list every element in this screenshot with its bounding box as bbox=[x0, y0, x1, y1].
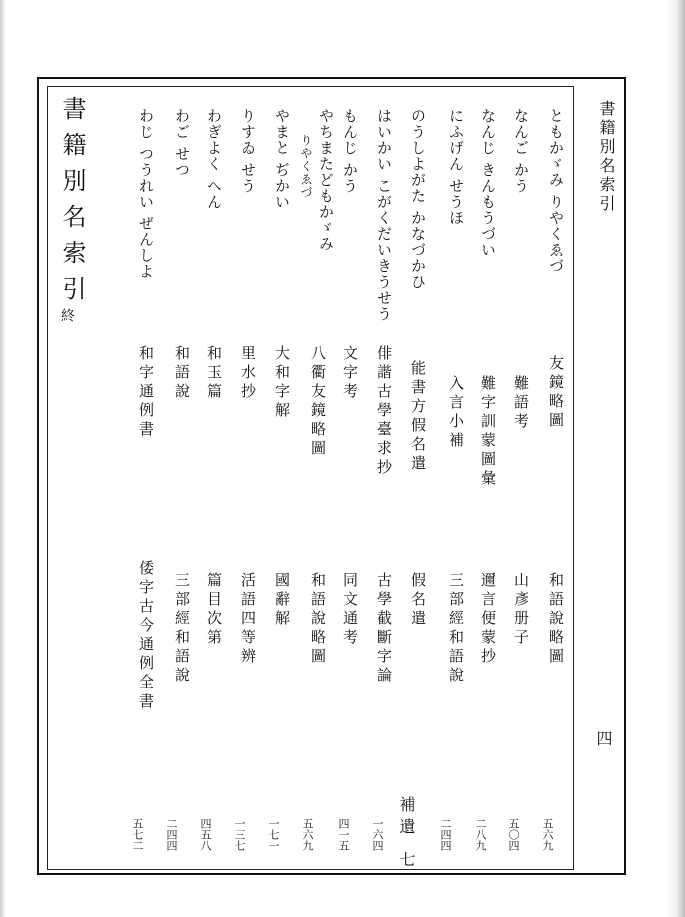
title-end-mark: 終 bbox=[59, 308, 75, 322]
entry-reading: りすゐ せう bbox=[239, 108, 257, 194]
entry-book: 俳諧古學臺求抄 bbox=[375, 345, 393, 478]
entry-book: 和玉篇 bbox=[205, 345, 223, 402]
running-head: 書籍別名索引 bbox=[597, 100, 616, 214]
entry-book: 友鏡略圖 bbox=[547, 355, 565, 431]
ref-page-number: 二四四 bbox=[165, 818, 178, 851]
entry-reading: わじ つうれい ぜんしよ bbox=[137, 108, 155, 280]
entry-reading: にふげん せうほ bbox=[447, 108, 465, 226]
entry-book: 和語說 bbox=[173, 345, 191, 402]
entry-book: 和字通例書 bbox=[137, 345, 155, 440]
ref-page-number: 二四四 bbox=[439, 818, 452, 851]
entry-book: 里水抄 bbox=[239, 345, 257, 402]
ref-page-number: 五六九 bbox=[301, 818, 314, 851]
entry-book: 八衢友鏡略圖 bbox=[309, 345, 327, 459]
ref-book: 古學截斷字論 bbox=[375, 572, 393, 686]
ref-book: 假名遣 bbox=[409, 572, 427, 629]
ref-page-number: 四五八 bbox=[199, 818, 212, 851]
entry-reading: なんじ きんもうづい bbox=[479, 108, 497, 258]
ref-page-number: 四一五 bbox=[337, 818, 350, 851]
entry-book: 大和字解 bbox=[273, 345, 291, 421]
entry-reading: なんご かう bbox=[512, 108, 530, 194]
ref-book: 邇言便蒙抄 bbox=[479, 572, 497, 667]
entry-book: 難字訓蒙圖彙 bbox=[479, 375, 497, 489]
entry-reading: わぎよく へん bbox=[205, 108, 223, 210]
page-edge-left bbox=[0, 0, 6, 917]
page-edge-right bbox=[665, 0, 685, 917]
entry-book: 入言小補 bbox=[447, 375, 465, 451]
ref-page-number: 一三七 bbox=[233, 818, 246, 851]
ref-book: 國辭解 bbox=[273, 572, 291, 629]
ref-book: 活語四等辨 bbox=[239, 572, 257, 667]
ref-page-number: 一七一 bbox=[267, 818, 280, 851]
ref-page-number: 五〇四 bbox=[507, 818, 520, 851]
ref-page-number: 五七二 bbox=[131, 818, 144, 851]
page-number: 四 bbox=[594, 730, 613, 746]
ref-page-number: 五六九 bbox=[541, 818, 554, 851]
ref-book: 和語說略圖 bbox=[547, 572, 565, 667]
entry-reading: わご せつ bbox=[173, 108, 191, 178]
entry-book: 難語考 bbox=[512, 375, 530, 432]
ref-book: 倭字古今通例全書 bbox=[137, 560, 155, 712]
ref-book: 和語說略圖 bbox=[309, 572, 327, 667]
entry-reading: やまと ぢかい bbox=[273, 108, 291, 210]
ref-book: 同文通考 bbox=[341, 572, 359, 648]
ref-page-number: 一六四 bbox=[371, 818, 384, 851]
ref-book: 篇目次第 bbox=[205, 572, 223, 648]
entry-reading: ともかゞみ りやくゑづ bbox=[547, 108, 565, 274]
ref-book: 三部經和語說 bbox=[447, 572, 465, 686]
ref-page-number: 二八九 bbox=[474, 818, 487, 851]
page-title: 書籍別名索引 bbox=[58, 96, 86, 312]
ref-book: 山彥册子 bbox=[512, 572, 530, 648]
entry-book: 文字考 bbox=[341, 345, 359, 402]
entry-reading-continued: りやくゑづ bbox=[299, 134, 313, 199]
ref-book: 三部經和語說 bbox=[173, 572, 191, 686]
supplement-label: 補遺 七 bbox=[397, 796, 416, 874]
entry-reading: のうしよがた かなづかひ bbox=[409, 108, 427, 290]
entry-book: 能書方假名遣 bbox=[409, 360, 427, 474]
entry-reading: もんじ かう bbox=[341, 108, 359, 194]
entry-reading: はいかい こがくだいきうせう bbox=[375, 108, 393, 322]
entry-reading: やちまたどもかゞみ bbox=[317, 108, 335, 252]
